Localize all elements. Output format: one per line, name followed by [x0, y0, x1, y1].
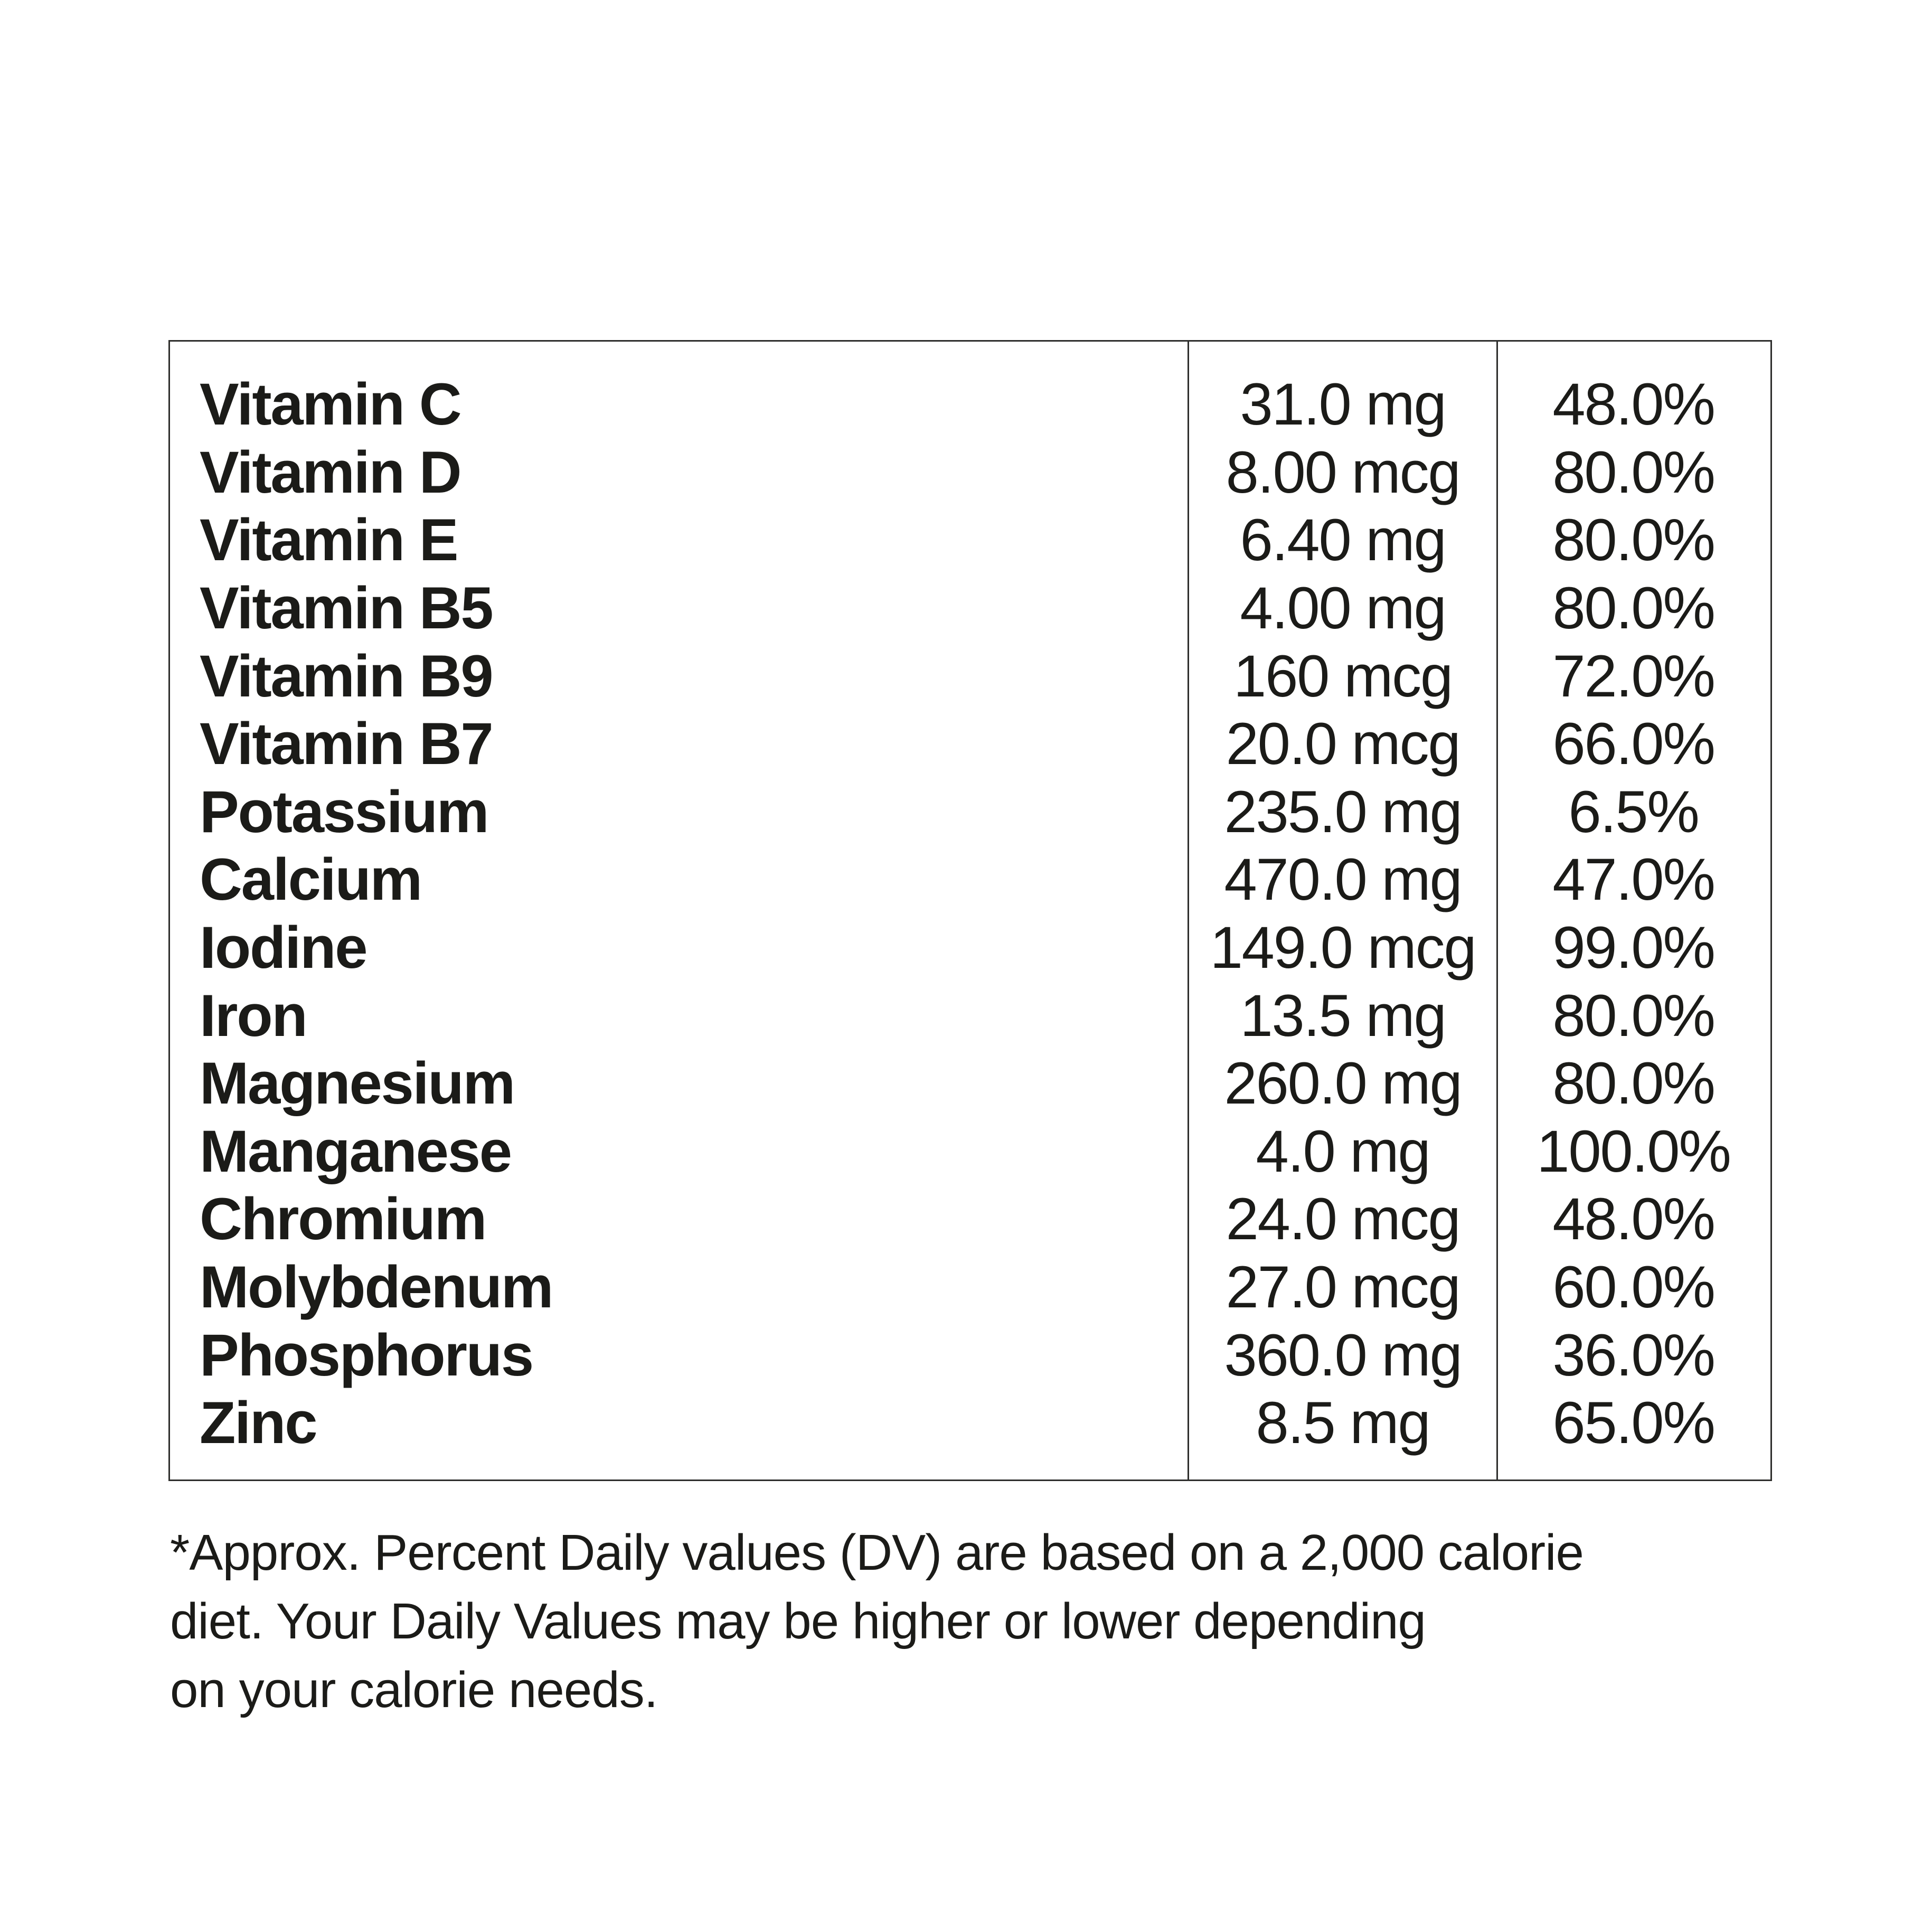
- nutrient-name: Vitamin D: [200, 439, 461, 505]
- nutrient-amount: 20.0 mcg: [1226, 711, 1460, 777]
- footnote-line: on your calorie needs.: [170, 1662, 658, 1718]
- table-row: [170, 1254, 1770, 1322]
- table-row: [170, 642, 1770, 710]
- table-row: [170, 574, 1770, 643]
- nutrient-amount: 235.0 mg: [1224, 778, 1462, 845]
- nutrient-percent-dv: 47.0%: [1552, 846, 1714, 913]
- nutrient-amount: 24.0 mcg: [1226, 1186, 1460, 1252]
- nutrient-name: Iron: [200, 982, 307, 1049]
- nutrient-amount: 4.00 mg: [1240, 575, 1446, 642]
- nutrient-percent-dv: 60.0%: [1552, 1254, 1714, 1321]
- nutrient-name: Chromium: [200, 1186, 486, 1252]
- nutrient-name: Vitamin B7: [200, 711, 493, 777]
- nutrition-facts-table: [168, 340, 1772, 1481]
- nutrient-name: Magnesium: [200, 1050, 514, 1117]
- footnote-line: *Approx. Percent Daily values (DV) are based on a 2,000 calorie: [170, 1524, 1584, 1581]
- table-row: [170, 1389, 1770, 1457]
- nutrient-percent-dv: 80.0%: [1552, 982, 1714, 1049]
- nutrient-amount: 260.0 mg: [1224, 1050, 1462, 1117]
- nutrient-percent-dv: 6.5%: [1568, 778, 1699, 845]
- nutrient-name: Molybdenum: [200, 1254, 553, 1321]
- nutrient-amount: 160 mcg: [1233, 643, 1452, 709]
- daily-value-footnote: [170, 1519, 1584, 1724]
- nutrient-name: Vitamin B9: [200, 643, 493, 709]
- nutrient-percent-dv: 80.0%: [1552, 1050, 1714, 1117]
- footnote-line: diet. Your Daily Values may be higher or lower depending: [170, 1593, 1426, 1650]
- table-row: [170, 710, 1770, 778]
- table-row: [170, 1050, 1770, 1118]
- table-row: [170, 1321, 1770, 1389]
- nutrient-percent-dv: 100.0%: [1537, 1118, 1730, 1184]
- nutrient-percent-dv: 66.0%: [1552, 711, 1714, 777]
- nutrient-amount: 31.0 mg: [1240, 371, 1446, 438]
- nutrient-name: Vitamin E: [200, 507, 458, 573]
- table-row: [170, 1118, 1770, 1186]
- nutrient-percent-dv: 72.0%: [1552, 643, 1714, 709]
- nutrient-percent-dv: 36.0%: [1552, 1322, 1714, 1388]
- nutrient-percent-dv: 99.0%: [1552, 915, 1714, 981]
- nutrient-percent-dv: 65.0%: [1552, 1390, 1714, 1456]
- table-row: [170, 846, 1770, 914]
- nutrient-percent-dv: 48.0%: [1552, 1186, 1714, 1252]
- nutrient-amount: 13.5 mg: [1240, 982, 1446, 1049]
- table-row: [170, 439, 1770, 507]
- nutrient-name: Manganese: [200, 1118, 511, 1184]
- nutrient-amount: 360.0 mg: [1224, 1322, 1462, 1388]
- nutrient-amount: 27.0 mcg: [1226, 1254, 1460, 1321]
- nutrient-name: Iodine: [200, 915, 367, 981]
- nutrient-percent-dv: 80.0%: [1552, 439, 1714, 505]
- nutrient-amount: 6.40 mg: [1240, 507, 1446, 573]
- table-row: [170, 982, 1770, 1050]
- nutrient-amount: 8.5 mg: [1256, 1390, 1430, 1456]
- nutrient-amount: 149.0 mcg: [1210, 915, 1476, 981]
- nutrient-percent-dv: 80.0%: [1552, 507, 1714, 573]
- nutrient-name: Calcium: [200, 846, 422, 913]
- nutrient-name: Phosphorus: [200, 1322, 533, 1388]
- nutrient-name: Vitamin B5: [200, 575, 493, 642]
- nutrient-amount: 8.00 mcg: [1226, 439, 1460, 505]
- table-row: [170, 1185, 1770, 1254]
- nutrient-name: Vitamin C: [200, 371, 461, 438]
- table-row: [170, 371, 1770, 439]
- nutrient-name: Potassium: [200, 778, 488, 845]
- nutrient-name: Zinc: [200, 1390, 317, 1456]
- nutrient-percent-dv: 80.0%: [1552, 575, 1714, 642]
- table-row: [170, 914, 1770, 982]
- table-row: [170, 778, 1770, 846]
- table-row: [170, 506, 1770, 574]
- table-rows: [170, 371, 1770, 1457]
- nutrient-amount: 470.0 mg: [1224, 846, 1462, 913]
- nutrient-amount: 4.0 mg: [1256, 1118, 1430, 1184]
- nutrient-percent-dv: 48.0%: [1552, 371, 1714, 438]
